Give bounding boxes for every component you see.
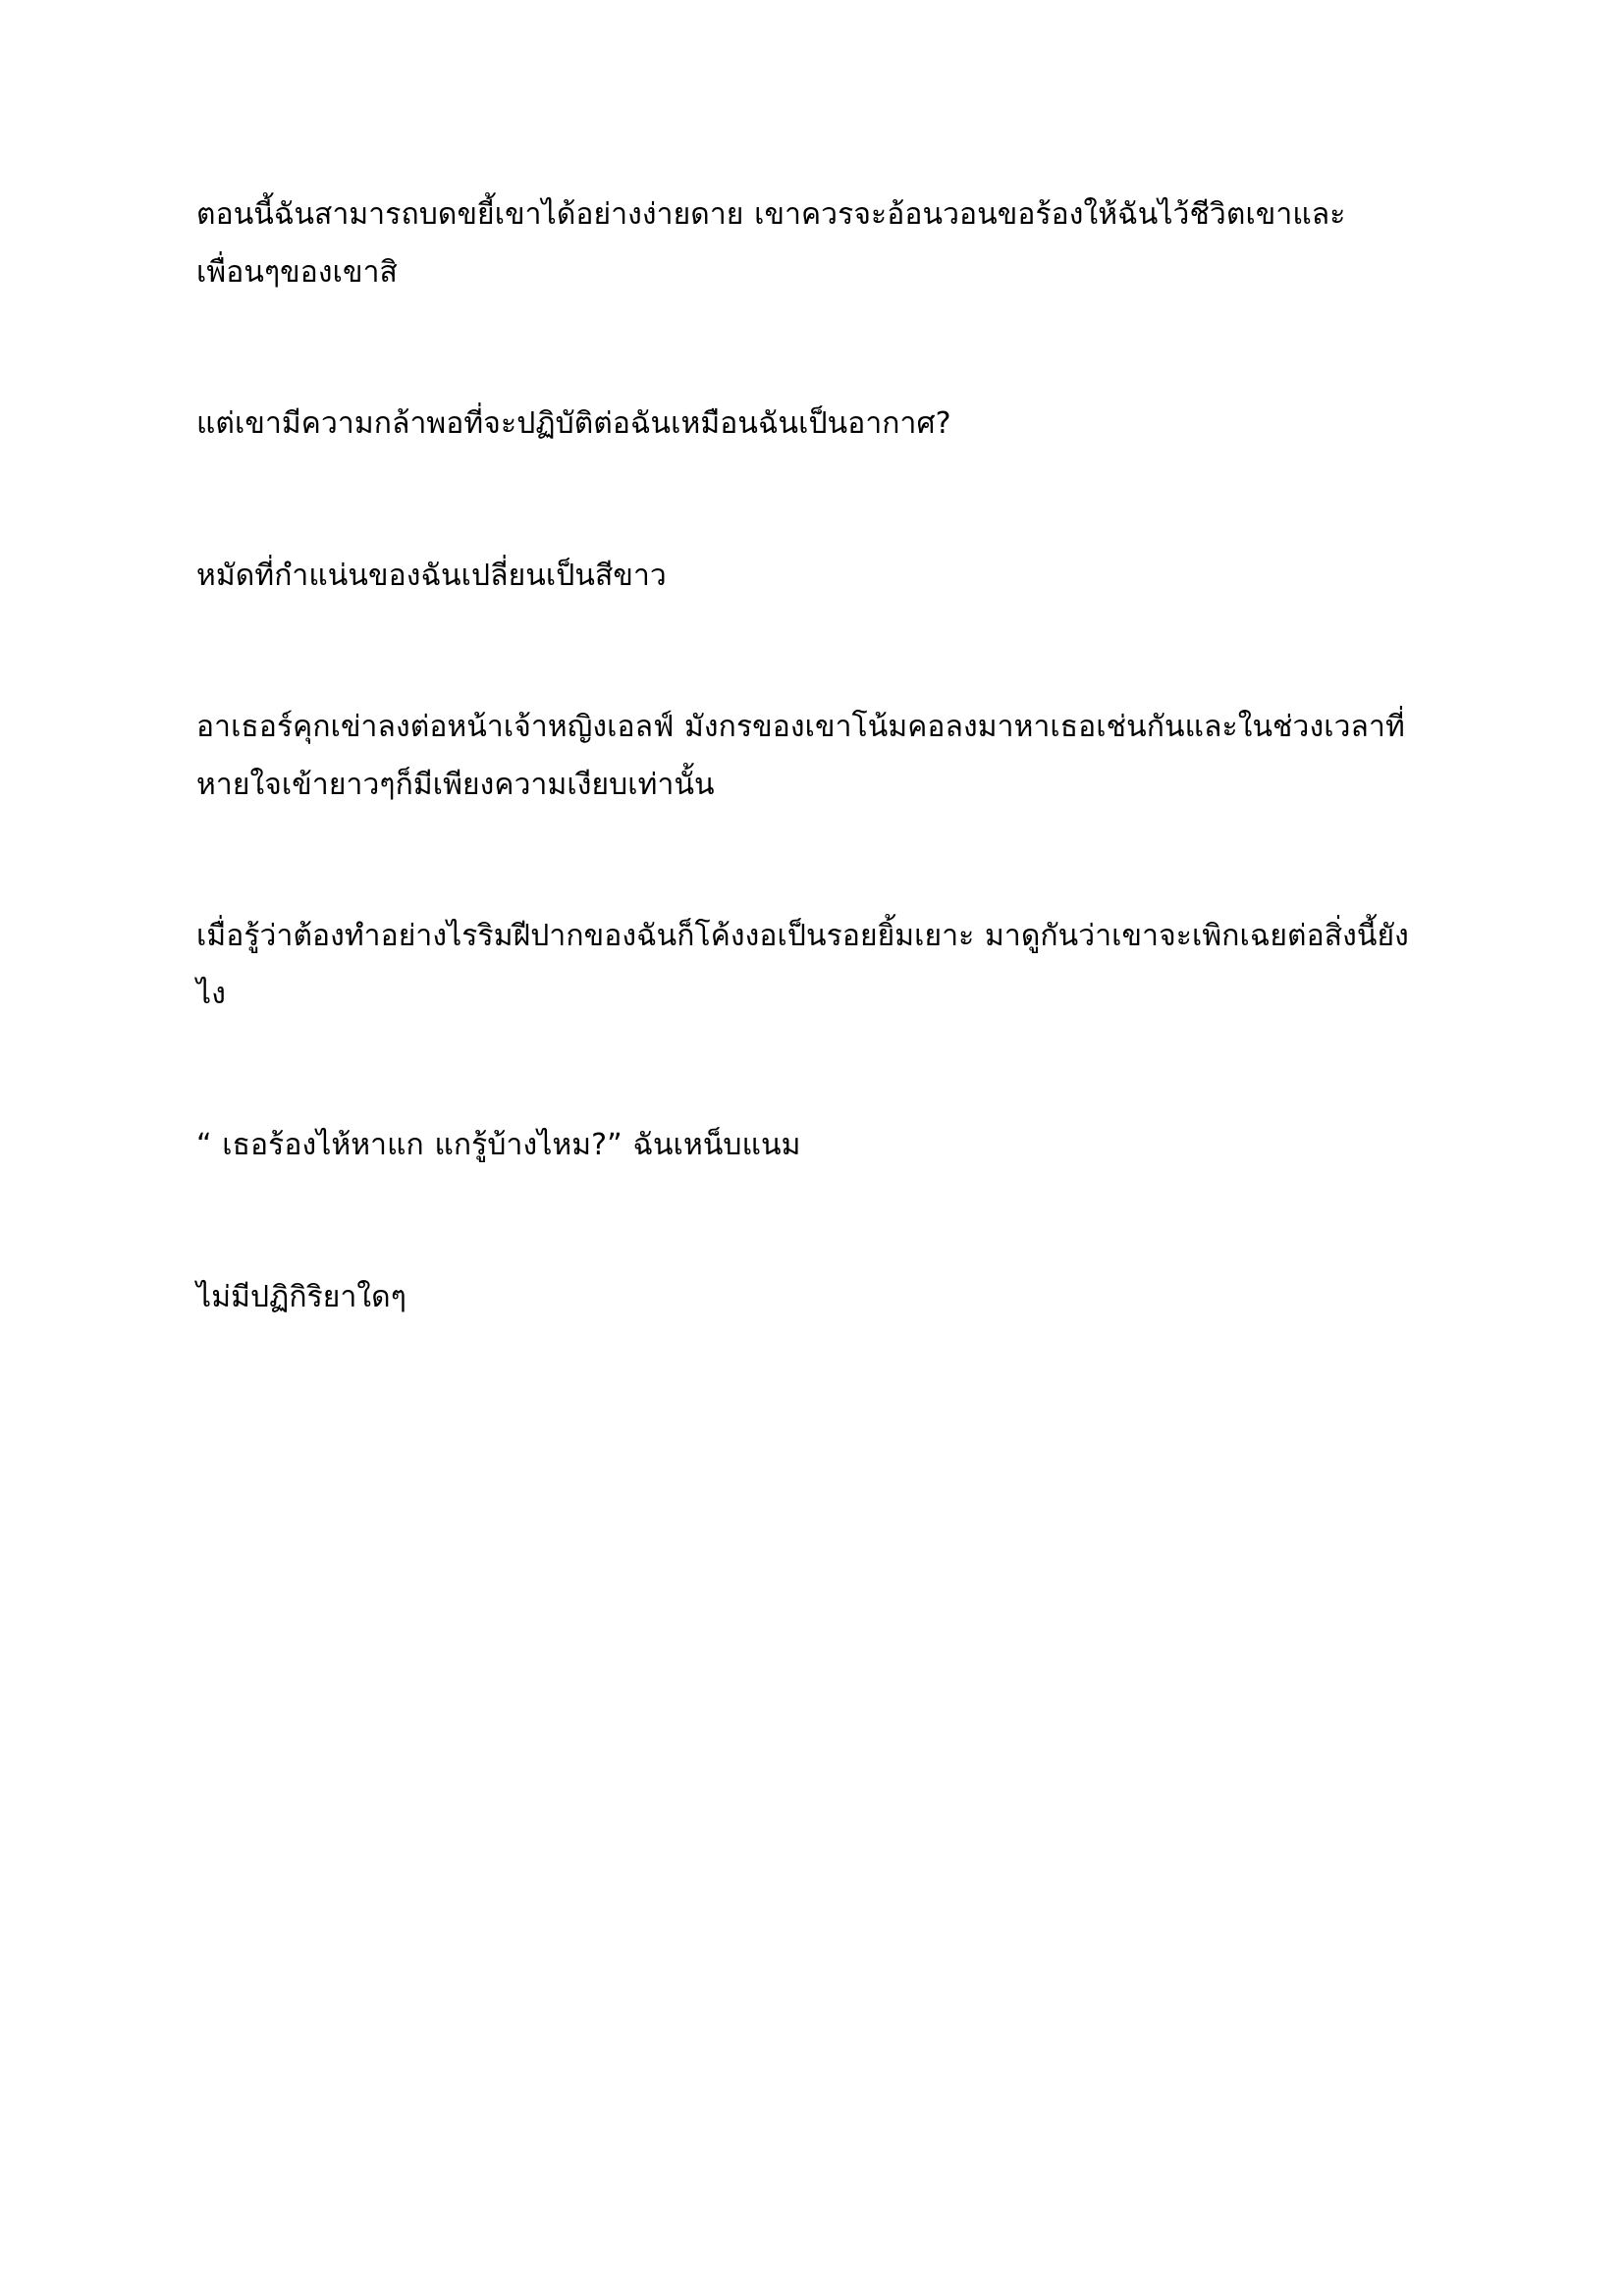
paragraph: แต่เขามีความกล้าพอที่จะปฏิบัติต่อฉันเหมือนฉันเป็นอากาศ?: [196, 406, 951, 441]
paragraph: ไม่มีปฏิกิริยาใดๆ: [196, 1279, 406, 1314]
paragraph: เมื่อรู้ว่าต้องทำอย่างไรริมฝีปากของฉันก็โค้งงอเป็นรอยยิ้มเยาะ มาดูกันว่าเขาจะเพิกเฉยต่อสิ่งนี้ยังไง: [196, 919, 1409, 1011]
paragraph: ตอนนี้ฉันสามารถบดขยี้เขาได้อย่างง่ายดาย เขาควรจะอ้อนวอนขอร้องให้ฉันไว้ชีวิตเขาและเพื่อนๆของเขาสิ: [196, 197, 1346, 290]
paragraph: อาเธอร์คุกเข่าลงต่อหน้าเจ้าหญิงเอลฟ์ มังกรของเขาโน้มคอลงมาหาเธอเช่นกันและในช่วงเวลาที่หายใจเข้ายาวๆก็มีเพียงความเงียบเท่านั้น: [196, 710, 1405, 802]
document-body: [196, 187, 1424, 1326]
paragraph: “ เธอร้องไห้หาแก แกรู้บ้างไหม?” ฉันเหน็บแนม: [196, 1128, 801, 1162]
paragraph: หมัดที่กำแน่นของฉันเปลี่ยนเป็นสีขาว: [196, 558, 667, 593]
